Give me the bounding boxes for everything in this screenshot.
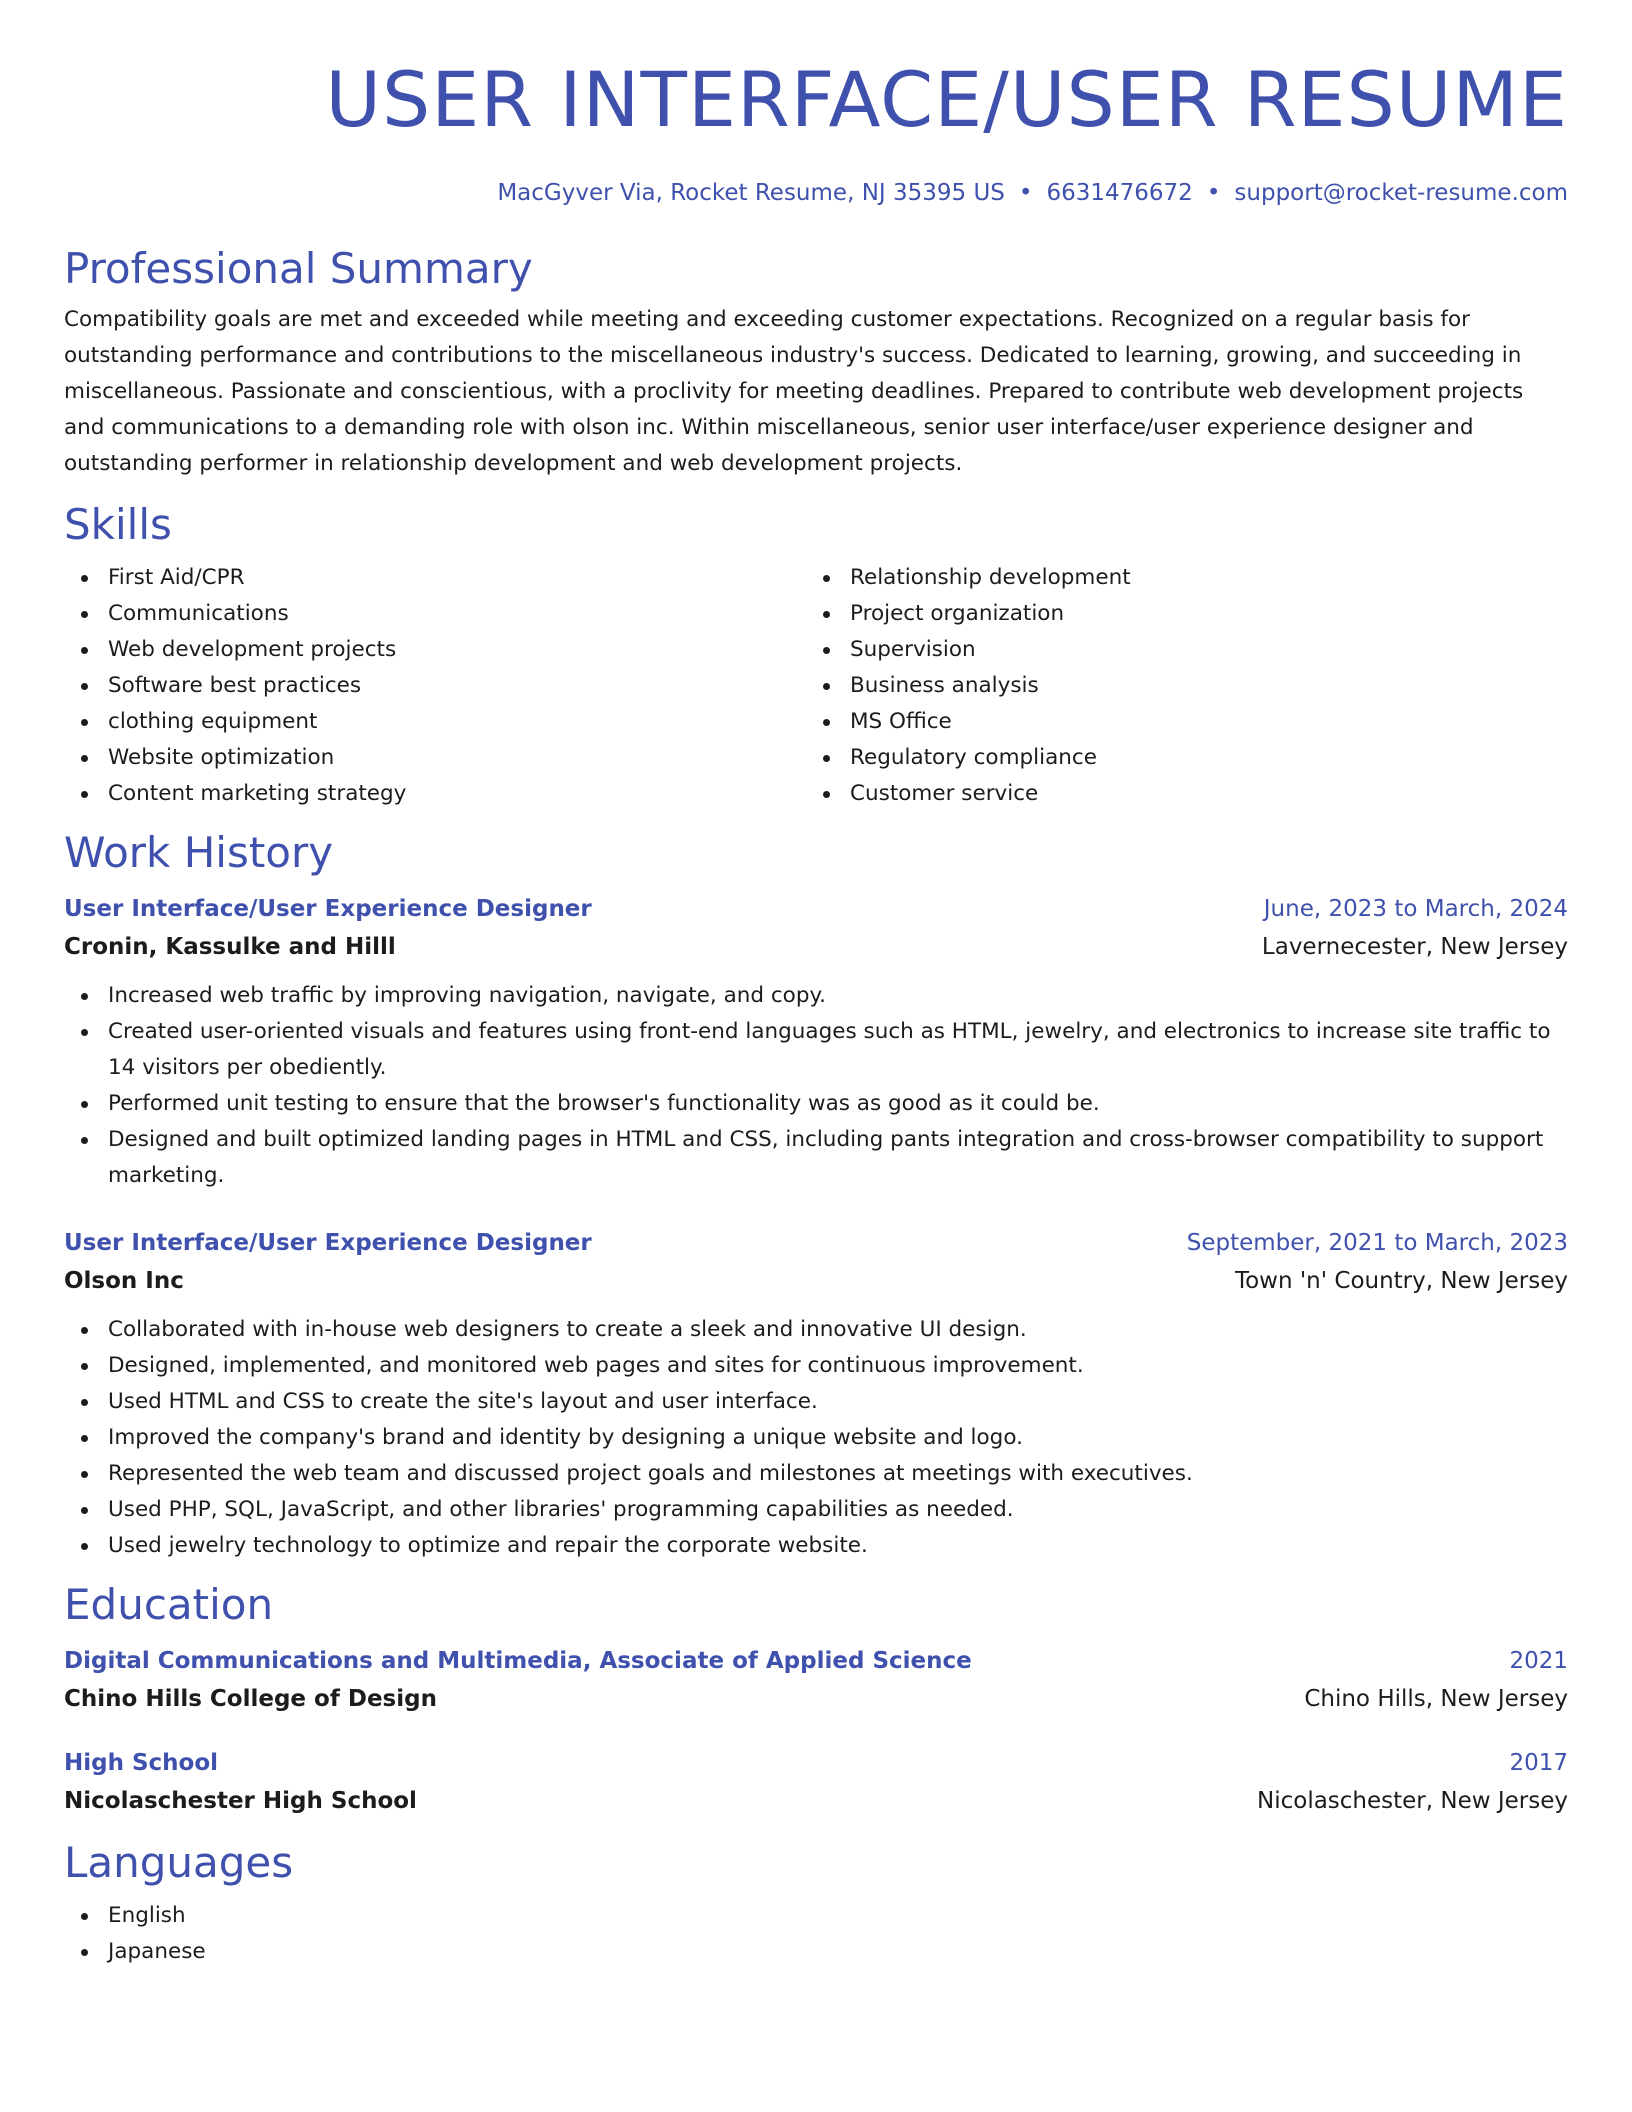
job-entry [64,890,1568,1194]
education-location: Chino Hills, New Jersey [1304,1686,1568,1712]
contact-phone: 6631476672 [1046,180,1193,206]
languages-heading: Languages [64,1838,294,1887]
education-degree-row [64,1642,1568,1680]
job-bullet: Created user-oriented visuals and features using front-end languages such as HTML, jewelry, and electronics to increase site traffic to 14 visitors per obediently. [64,1014,1568,1086]
skills-list [64,560,1568,812]
job-company: Olson Inc [64,1268,184,1294]
job-title: User Interface/User Experience Designer [64,896,592,922]
skill-item: Supervision [806,632,1548,668]
job-company-row [64,928,1568,966]
job-company-row [64,1262,1568,1300]
skill-item: Web development projects [64,632,806,668]
job-company: Cronin, Kassulke and Hilll [64,934,396,960]
resume-name: USER INTERFACE/USER RESUME [325,55,1568,144]
job-entry [64,1224,1568,1564]
education-entry [64,1744,1568,1820]
skill-item: Regulatory compliance [806,740,1548,776]
skills-column-left [64,560,806,812]
job-title-row [64,1224,1568,1262]
job-bullet: Used PHP, SQL, JavaScript, and other libraries' programming capabilities as needed. [64,1492,1568,1528]
job-location: Lavernecester, New Jersey [1261,934,1568,960]
skill-item: Project organization [806,596,1548,632]
contact-separator: • [1018,180,1033,206]
skill-item: clothing equipment [64,704,806,740]
job-title-row [64,890,1568,928]
summary-heading: Professional Summary [64,244,533,293]
education-school: Nicolaschester High School [64,1788,417,1814]
education-degree: Digital Communications and Multimedia, Associate of Applied Science [64,1648,972,1674]
skills-heading: Skills [64,500,172,549]
job-location: Town 'n' Country, New Jersey [1234,1268,1568,1294]
skills-column-right [806,560,1548,812]
summary-text: Compatibility goals are met and exceeded while meeting and exceeding customer expectations. Recognized on a regular basis for outstanding performance and contributions to the miscellaneous industry's success. Dedicated to learning, growing, and succeeding in miscellaneous. Passionate and conscientious, with a proclivity for meeting deadlines. Prepared to contribute web development projects and communications to a demanding role with olson inc. Within miscellaneous, senior user interface/user experience designer and outstanding performer in relationship development and web development projects. [64,307,1524,476]
job-bullet: Designed, implemented, and monitored web pages and sites for continuous improvement. [64,1348,1568,1384]
job-bullet: Represented the web team and discussed project goals and milestones at meetings with executives. [64,1456,1568,1492]
job-bullet: Designed and built optimized landing pages in HTML and CSS, including pants integration and cross-browser compatibility to support marketing. [64,1122,1568,1194]
skill-item: Website optimization [64,740,806,776]
contact-email[interactable]: support@rocket-resume.com [1234,180,1568,206]
job-bullet: Collaborated with in-house web designers to create a sleek and innovative UI design. [64,1312,1568,1348]
contact-line [64,178,1568,208]
education-school-row [64,1680,1568,1718]
job-bullet: Performed unit testing to ensure that the browser's functionality was as good as it could be. [64,1086,1568,1122]
job-bullets [64,1312,1568,1564]
education-school: Chino Hills College of Design [64,1686,437,1712]
job-title: User Interface/User Experience Designer [64,1230,592,1256]
job-bullet: Increased web traffic by improving navigation, navigate, and copy. [64,978,1568,1014]
job-bullets [64,978,1568,1194]
skill-item: Content marketing strategy [64,776,806,812]
skill-item: Communications [64,596,806,632]
job-dates: September, 2021 to March, 2023 [1186,1230,1568,1256]
job-bullet: Improved the company's brand and identity by designing a unique website and logo. [64,1420,1568,1456]
languages-list [64,1898,1568,1970]
job-bullet: Used jewelry technology to optimize and repair the corporate website. [64,1528,1568,1564]
job-dates: June, 2023 to March, 2024 [1263,896,1568,922]
education-degree: High School [64,1750,219,1776]
skill-item: MS Office [806,704,1548,740]
education-degree-row [64,1744,1568,1782]
skill-item: Business analysis [806,668,1548,704]
language-item: Japanese [64,1934,1568,1970]
education-year: 2017 [1509,1750,1568,1776]
education-school-row [64,1782,1568,1820]
skill-item: Software best practices [64,668,806,704]
contact-address: MacGyver Via, Rocket Resume, NJ 35395 US [497,180,1005,206]
education-entry [64,1642,1568,1718]
education-year: 2021 [1509,1648,1568,1674]
contact-separator: • [1206,180,1221,206]
education-heading: Education [64,1580,274,1629]
language-item: English [64,1898,1568,1934]
skill-item: First Aid/CPR [64,560,806,596]
skill-item: Relationship development [806,560,1548,596]
work-history-heading: Work History [64,828,334,877]
education-location: Nicolaschester, New Jersey [1257,1788,1568,1814]
skill-item: Customer service [806,776,1548,812]
job-bullet: Used HTML and CSS to create the site's layout and user interface. [64,1384,1568,1420]
